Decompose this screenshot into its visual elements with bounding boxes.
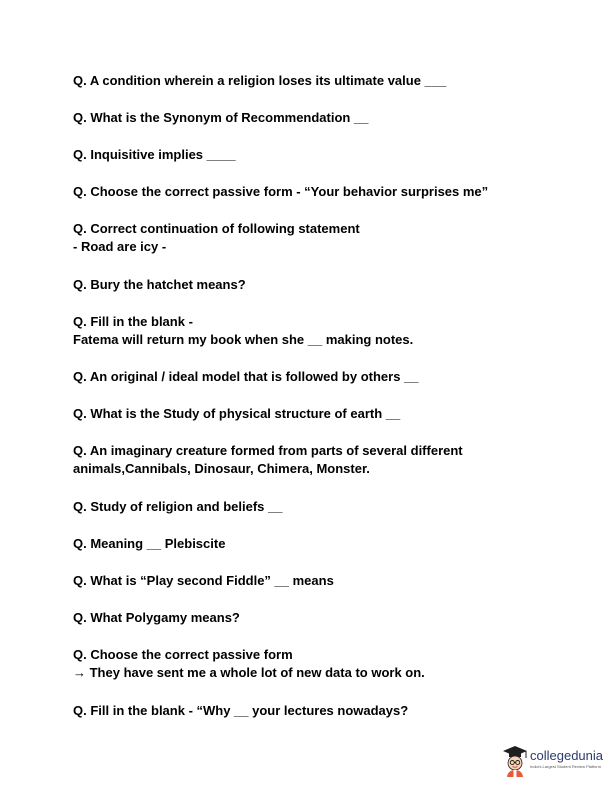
question-9: Q. What is the Study of physical structure of earth __ [73,406,401,421]
question-13: Q. What is “Play second Fiddle” __ means [73,573,334,588]
question-2: Q. What is the Synonym of Recommendation __ [73,110,369,125]
collegedunia-logo [502,742,612,782]
question-4: Q. Choose the correct passive form - “Your behavior surprises me” [73,184,489,199]
question-7: Q. Fill in the blank - Fatema will return my book when she __ making notes. [73,314,414,347]
question-5: Q. Correct continuation of following statement - Road are icy - [73,221,360,254]
question-11: Q. Study of religion and beliefs __ [73,499,283,514]
question-3: Q. Inquisitive implies ____ [73,147,236,162]
question-14: Q. What Polygamy means? [73,610,240,625]
student-mascot-icon [502,744,528,778]
question-12: Q. Meaning __ Plebiscite [73,536,226,551]
question-16: Q. Fill in the blank - “Why __ your lectures nowadays? [73,703,409,718]
question-15: Q. Choose the correct passive form → They have sent me a whole lot of new data to work on. [73,647,425,680]
logo-tagline: India's Largest Student Review Platform [530,764,602,769]
question-1: Q. A condition wherein a religion loses its ultimate value ___ [73,73,447,88]
question-8: Q. An original / ideal model that is followed by others __ [73,369,419,384]
logo-wordmark: collegedunia [530,748,604,763]
question-6: Q. Bury the hatchet means? [73,277,246,292]
question-10: Q. An imaginary creature formed from parts of several different animals,Cannibals, Dinosaur, Chimera, Monster. [73,443,463,476]
